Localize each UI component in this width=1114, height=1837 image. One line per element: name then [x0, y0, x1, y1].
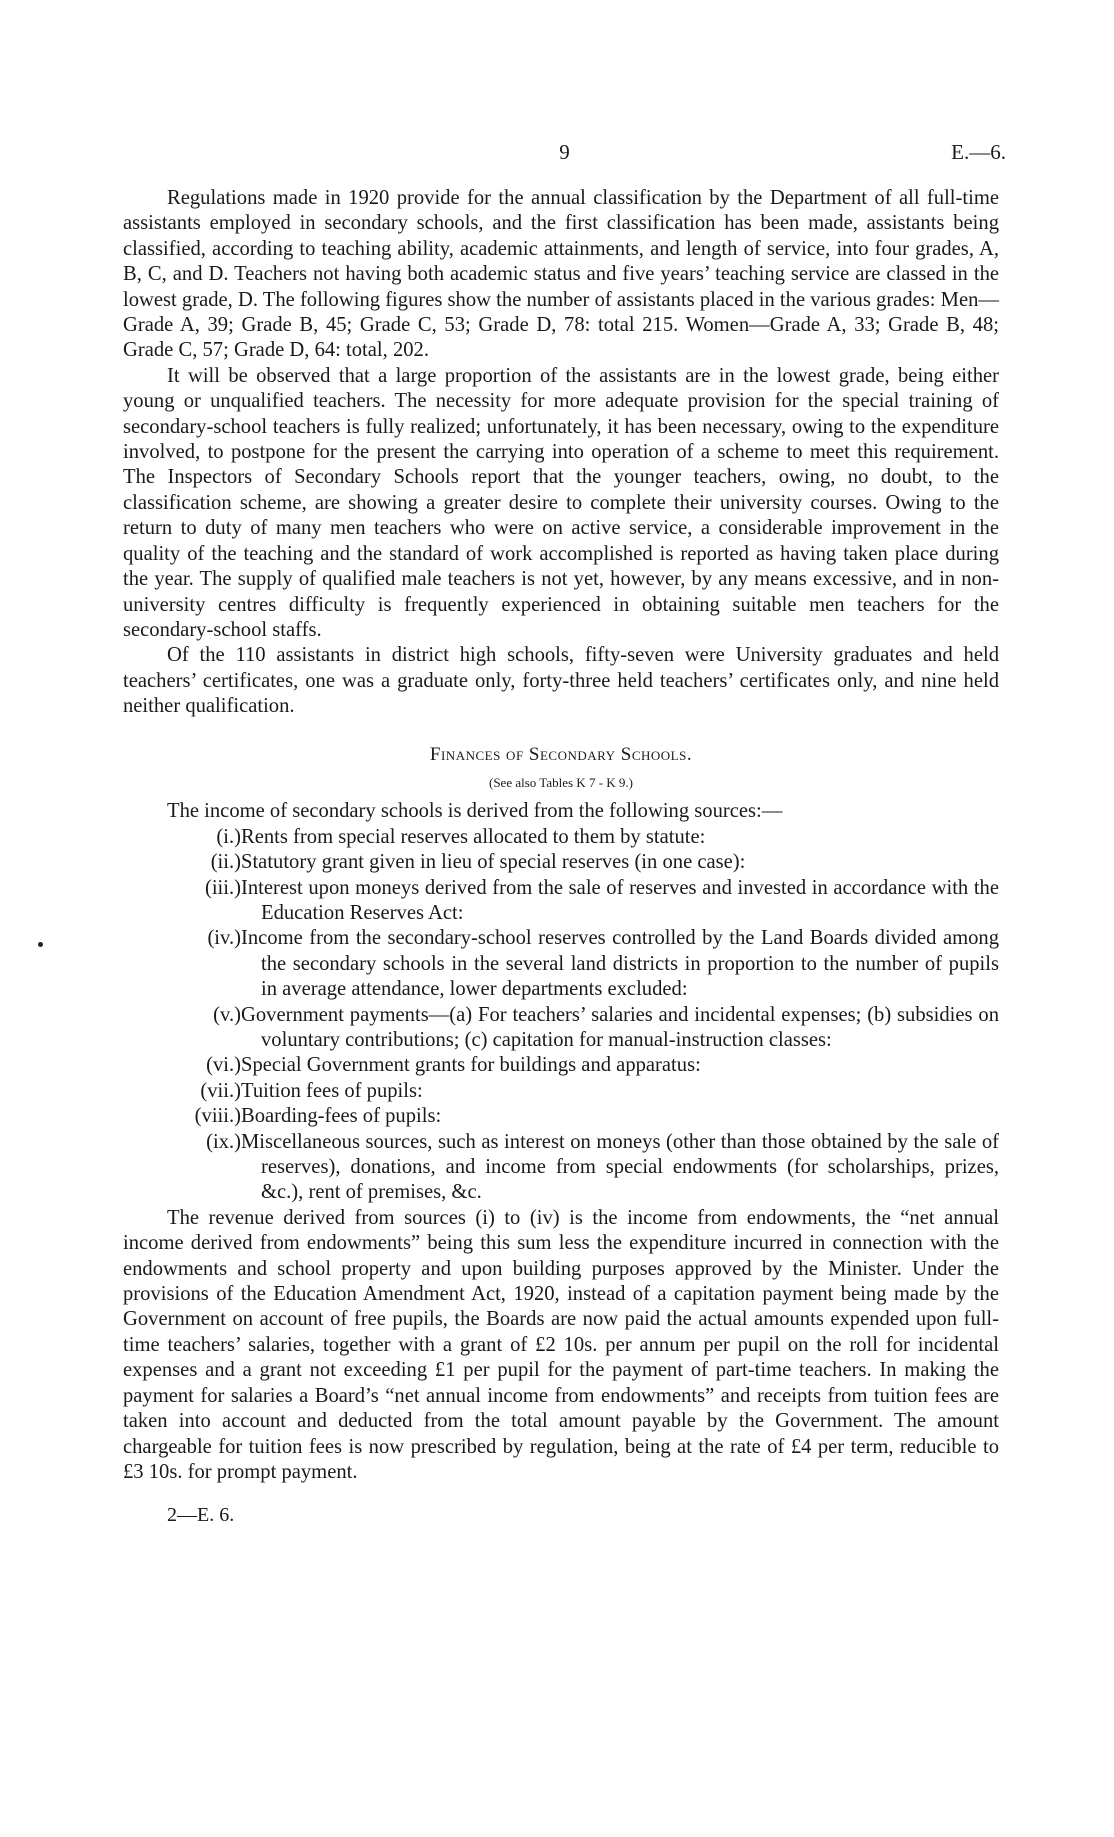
page-signature: 2—E. 6.	[167, 1504, 235, 1527]
list-item	[123, 850, 999, 875]
paragraph-district-high-schools: Of the 110 assistants in district high schools, fifty-seven were University graduates and held teachers’ certificates, one was a graduate only, forty-three held teachers’ certificates only, and nine held neither qualification.	[123, 644, 999, 718]
list-item-number: (i.)	[216, 825, 241, 848]
document-reference: E.—6.	[951, 140, 1006, 164]
list-item	[123, 1003, 999, 1054]
list-item	[123, 1130, 999, 1206]
list-item-number: (ii.)	[210, 851, 241, 874]
list-item-text: Interest upon moneys derived from the sale of reserves and invested in accordance with the Education Reserves Act:	[241, 876, 999, 924]
list-item	[123, 926, 999, 1002]
list-item-text: Boarding-fees of pupils:	[241, 1105, 442, 1128]
list-item-text: Tuition fees of pupils:	[241, 1079, 423, 1102]
list-item-text: Miscellaneous sources, such as interest on moneys (other than those obtained by the sale of reserves), donations, and income from special endowments (for scholarships, prizes, &c.), rent of premises, &c.	[241, 1130, 999, 1204]
page-header	[123, 140, 1006, 170]
list-item-number: (iv.)	[207, 927, 241, 950]
list-item-number: (ix.)	[206, 1130, 241, 1153]
list-item	[123, 1079, 999, 1104]
list-item-text: Government payments—(a) For teachers’ salaries and incidental expenses; (b) subsidies on voluntary contributions; (c) capitation for manual-instruction classes:	[241, 1003, 999, 1051]
list-item-number: (viii.)	[194, 1105, 241, 1128]
list-item-number: (vii.)	[200, 1079, 241, 1102]
list-item-text: Special Government grants for buildings and apparatus:	[241, 1054, 701, 1077]
paragraph-revenue: The revenue derived from sources (i) to (iv) is the income from endowments, the “net annual income derived from endowments” being this sum less the expenditure incurred in connection with the endowments and school property and upon building purposes approved by the Minister. Under the provisions of the Education Amendment Act, 1920, instead of a capitation payment being made by the Government on account of free pupils, the Boards are now paid the actual amounts expended upon full-time teachers’ salaries, together with a grant of £2 10s. per annum per pupil on the roll for incidental expenses and a grant not exceeding £1 per pupil for the payment of part-time teachers. In making the payment for salaries a Board’s “net annual income from endowments” and receipts from tuition fees are taken into account and deducted from the total amount payable by the Government. The amount chargeable for tuition fees is now prescribed by regulation, being at the rate of £4 per term, reducible to £3 10s. for prompt payment.	[123, 1206, 999, 1483]
list-item	[123, 1053, 999, 1078]
list-item-text: Rents from special reserves allocated to them by statute:	[241, 825, 706, 848]
margin-mark	[38, 942, 43, 947]
income-sources-intro: The income of secondary schools is derived from the following sources:—	[167, 800, 783, 823]
list-item-number: (v.)	[213, 1003, 241, 1026]
list-item-text: Statutory grant given in lieu of special reserves (in one case):	[241, 851, 746, 874]
list-item-number: (vi.)	[206, 1054, 241, 1077]
list-item	[123, 825, 999, 850]
list-item-number: (iii.)	[204, 876, 241, 899]
page-number: 9	[559, 140, 570, 164]
page-body	[123, 186, 999, 1529]
list-item-text: Income from the secondary-school reserves controlled by the Land Boards divided among the secondary schools in the several land districts in proportion to the number of pupils in average attendance, lower departments excluded:	[241, 927, 999, 1001]
paragraph-classification: Regulations made in 1920 provide for the annual classification by the Department of all full-time assistants employed in secondary schools, and the first classification has been made, assistants being classified, according to teaching ability, academic attainments, and length of service, into four grades, A, B, C, and D. Teachers not having both academic status and five years’ teaching service are classed in the lowest grade, D. The following figures show the number of assistants placed in the various grades: Men—Grade A, 39; Grade B, 45; Grade C, 53; Grade D, 78: total 215. Women—Grade A, 33; Grade B, 48; Grade C, 57; Grade D, 64: total, 202.	[123, 187, 999, 362]
section-note: (See also Tables K 7 - K 9.)	[489, 774, 633, 790]
paragraph-observations: It will be observed that a large proportion of the assistants are in the lowest grade, being either young or unqualified teachers. The necessity for more adequate provision for the special training of secondary-school teachers is fully realized; unfortunately, it has been necessary, owing to the expenditure involved, to postpone for the present the carrying into operation of a scheme to meet this requirement. The Inspectors of Secondary Schools report that the younger teachers, owing, no doubt, to the classification scheme, are showing a greater desire to complete their university courses. Owing to the return to duty of many men teachers who were on active service, a considerable improvement in the quality of the teaching and the standard of work accomplished is reported as having taken place during the year. The supply of qualified male teachers is not yet, however, by any means excessive, and in non-university centres difficulty is frequently experienced in obtaining suitable men teachers for the secondary-school staffs.	[123, 364, 999, 641]
income-sources-list	[123, 825, 999, 1206]
list-item	[123, 876, 999, 927]
section-title: Finances of Secondary Schools.	[429, 743, 693, 765]
list-item	[123, 1104, 999, 1129]
